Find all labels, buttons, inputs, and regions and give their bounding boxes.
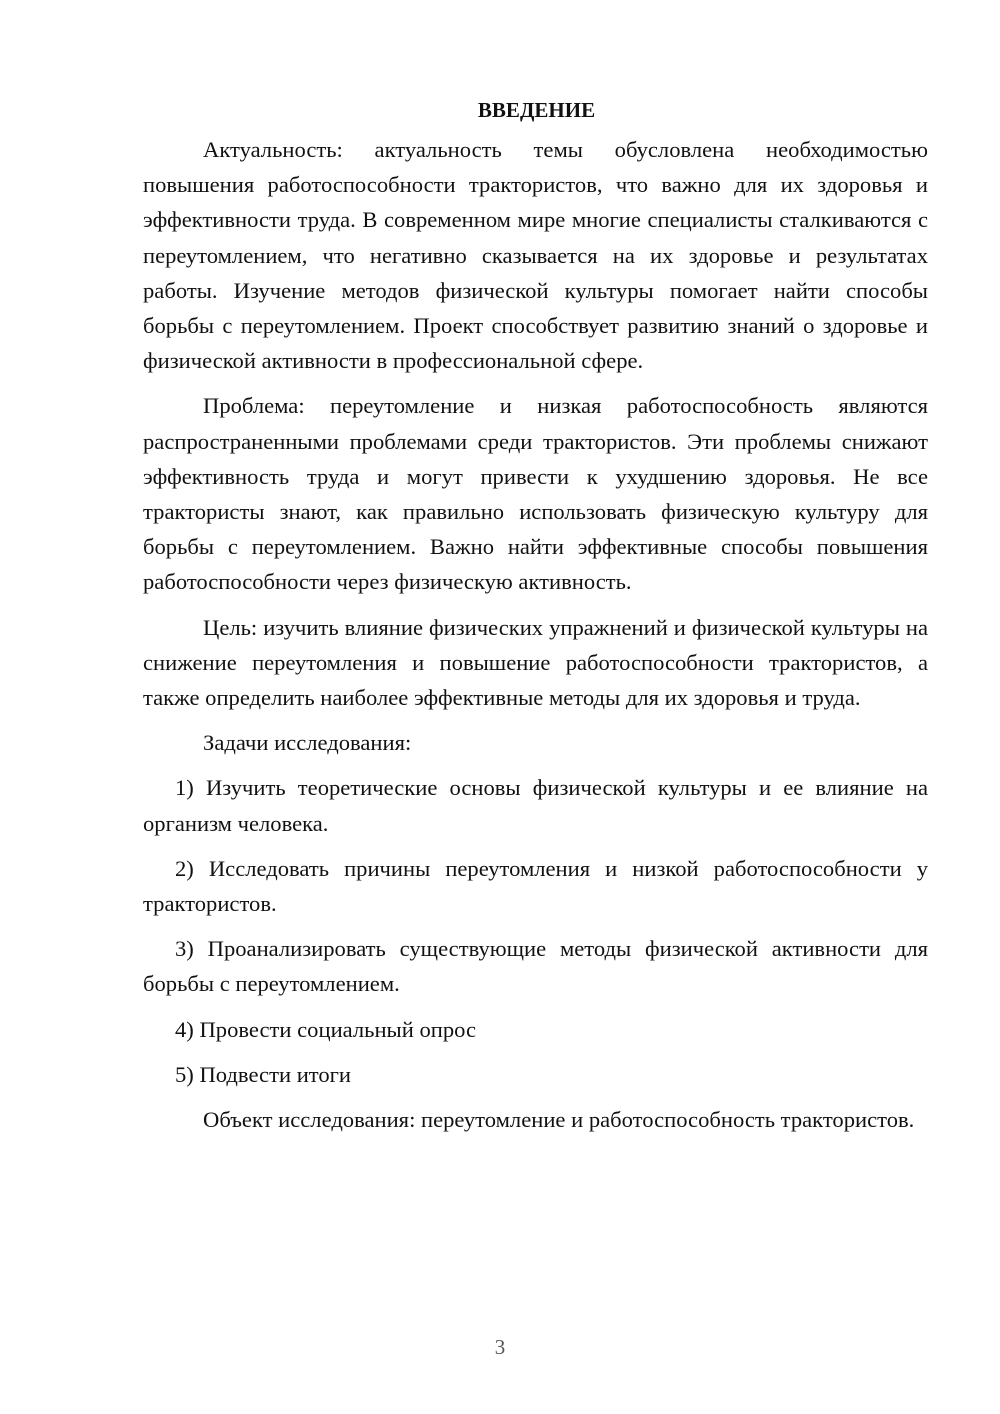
task-item-5: 5) Подвести итоги [175, 1061, 352, 1087]
page-content [143, 92, 928, 1137]
problem-paragraph: Проблема: переутомление и низкая работоспособность являются распространенными проблемами среди трактористов. Эти проблемы снижают эффективность труда и могут привести к ухудшению здоровья. Не все трактористы знают, как правильно использовать физическую культуру для борьбы с переутомлением. Важно найти эффективные способы повышения работоспособности через физическую активность. [143, 393, 928, 595]
object-paragraph: Объект исследования: переутомление и работоспособность трактористов. [203, 1107, 915, 1133]
goal-paragraph: Цель: изучить влияние физических упражнений и физической культуры на снижение переутомления и повышение работоспособности трактористов, а также определить наиболее эффективные методы для их здоровья и труда. [143, 614, 928, 711]
section-heading: ВВЕДЕНИЕ [477, 98, 596, 122]
relevance-paragraph: Актуальность: актуальность темы обусловлена необходимостью повышения работоспособности трактористов, что важно для их здоровья и эффективности труда. В современном мире многие специалисты сталкиваются с переутомлением, что негативно сказывается на их здоровье и результатах работы. Изучение методов физической культуры помогает найти способы борьбы с переутомлением. Проект способствует развитию знаний о здоровье и физической активности в профессиональной сфере. [143, 137, 928, 374]
page-number: 3 [494, 1335, 506, 1359]
tasks-heading: Задачи исследования: [203, 730, 412, 756]
task-item-3: 3) Проанализировать существующие методы физической активности для борьбы с переутомлением. [143, 936, 928, 997]
task-item-4: 4) Провести социальный опрос [175, 1016, 477, 1042]
task-item-2: 2) Исследовать причины переутомления и низкой работоспособности у трактористов. [143, 855, 928, 917]
task-item-1: 1) Изучить теоретические основы физической культуры и ее влияние на организм человека. [143, 775, 928, 836]
